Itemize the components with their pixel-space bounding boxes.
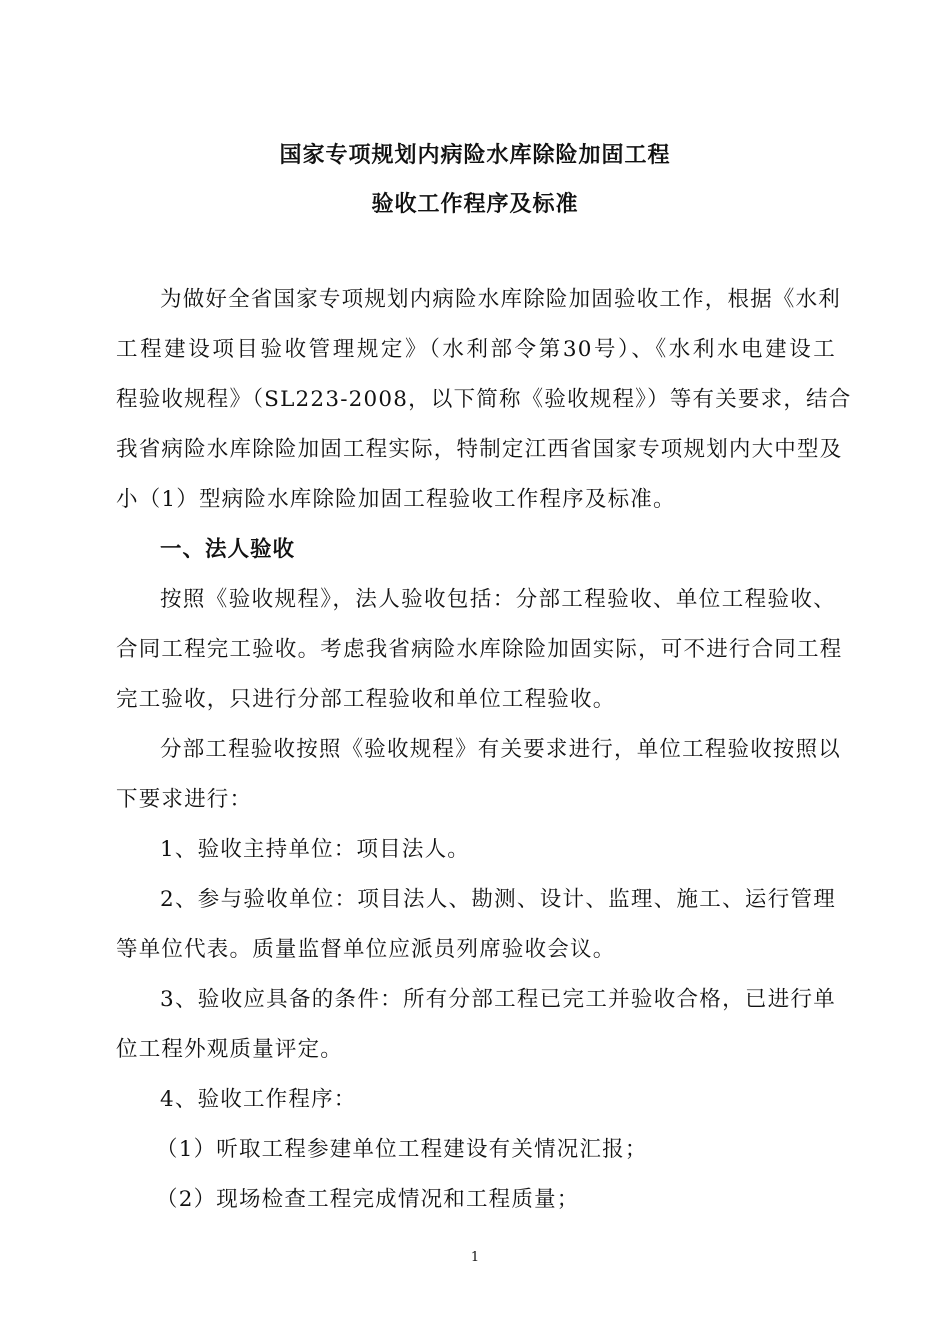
- paragraph-line: 下要求进行：: [116, 787, 253, 812]
- sub-list-item: （1）听取工程参建单位工程建设有关情况汇报；: [156, 1137, 648, 1162]
- intro-line: 程验收规程》（SL223-2008，以下简称《验收规程》）等有关要求，结合: [116, 387, 852, 412]
- paragraph-line: 合同工程完工验收。考虑我省病险水库除险加固实际，可不进行合同工程: [116, 637, 843, 662]
- paragraph-line: 分部工程验收按照《验收规程》有关要求进行，单位工程验收按照以: [160, 737, 842, 762]
- intro-line: 小（1）型病险水库除险加固工程验收工作程序及标准。: [116, 487, 676, 512]
- list-item: 4、验收工作程序：: [160, 1087, 357, 1112]
- list-item: 1、验收主持单位：项目法人。: [160, 837, 470, 862]
- list-item: 2、参与验收单位：项目法人、勘测、设计、监理、施工、运行管理: [160, 887, 836, 912]
- document-title-line1: 国家专项规划内病险水库除险加固工程: [279, 143, 671, 168]
- list-item-continuation: 位工程外观质量评定。: [116, 1037, 344, 1062]
- section-heading: 一、法人验收: [160, 537, 296, 562]
- document-title-line2: 验收工作程序及标准: [371, 192, 579, 217]
- intro-line: 为做好全省国家专项规划内病险水库除险加固验收工作，根据《水利: [160, 287, 842, 312]
- list-item: 3、验收应具备的条件：所有分部工程已完工并验收合格，已进行单: [160, 987, 836, 1012]
- intro-line: 我省病险水库除险加固工程实际，特制定江西省国家专项规划内大中型及: [116, 437, 843, 462]
- paragraph-line: 完工验收，只进行分部工程验收和单位工程验收。: [116, 687, 616, 712]
- intro-line: 工程建设项目验收管理规定》（水利部令第30号）、《水利水电建设工: [116, 337, 836, 362]
- page-number: 1: [470, 1250, 480, 1265]
- sub-list-item: （2）现场检查工程完成情况和工程质量；: [156, 1187, 580, 1212]
- paragraph-line: 按照《验收规程》，法人验收包括：分部工程验收、单位工程验收、: [160, 587, 836, 612]
- list-item-continuation: 等单位代表。质量监督单位应派员列席验收会议。: [116, 937, 616, 962]
